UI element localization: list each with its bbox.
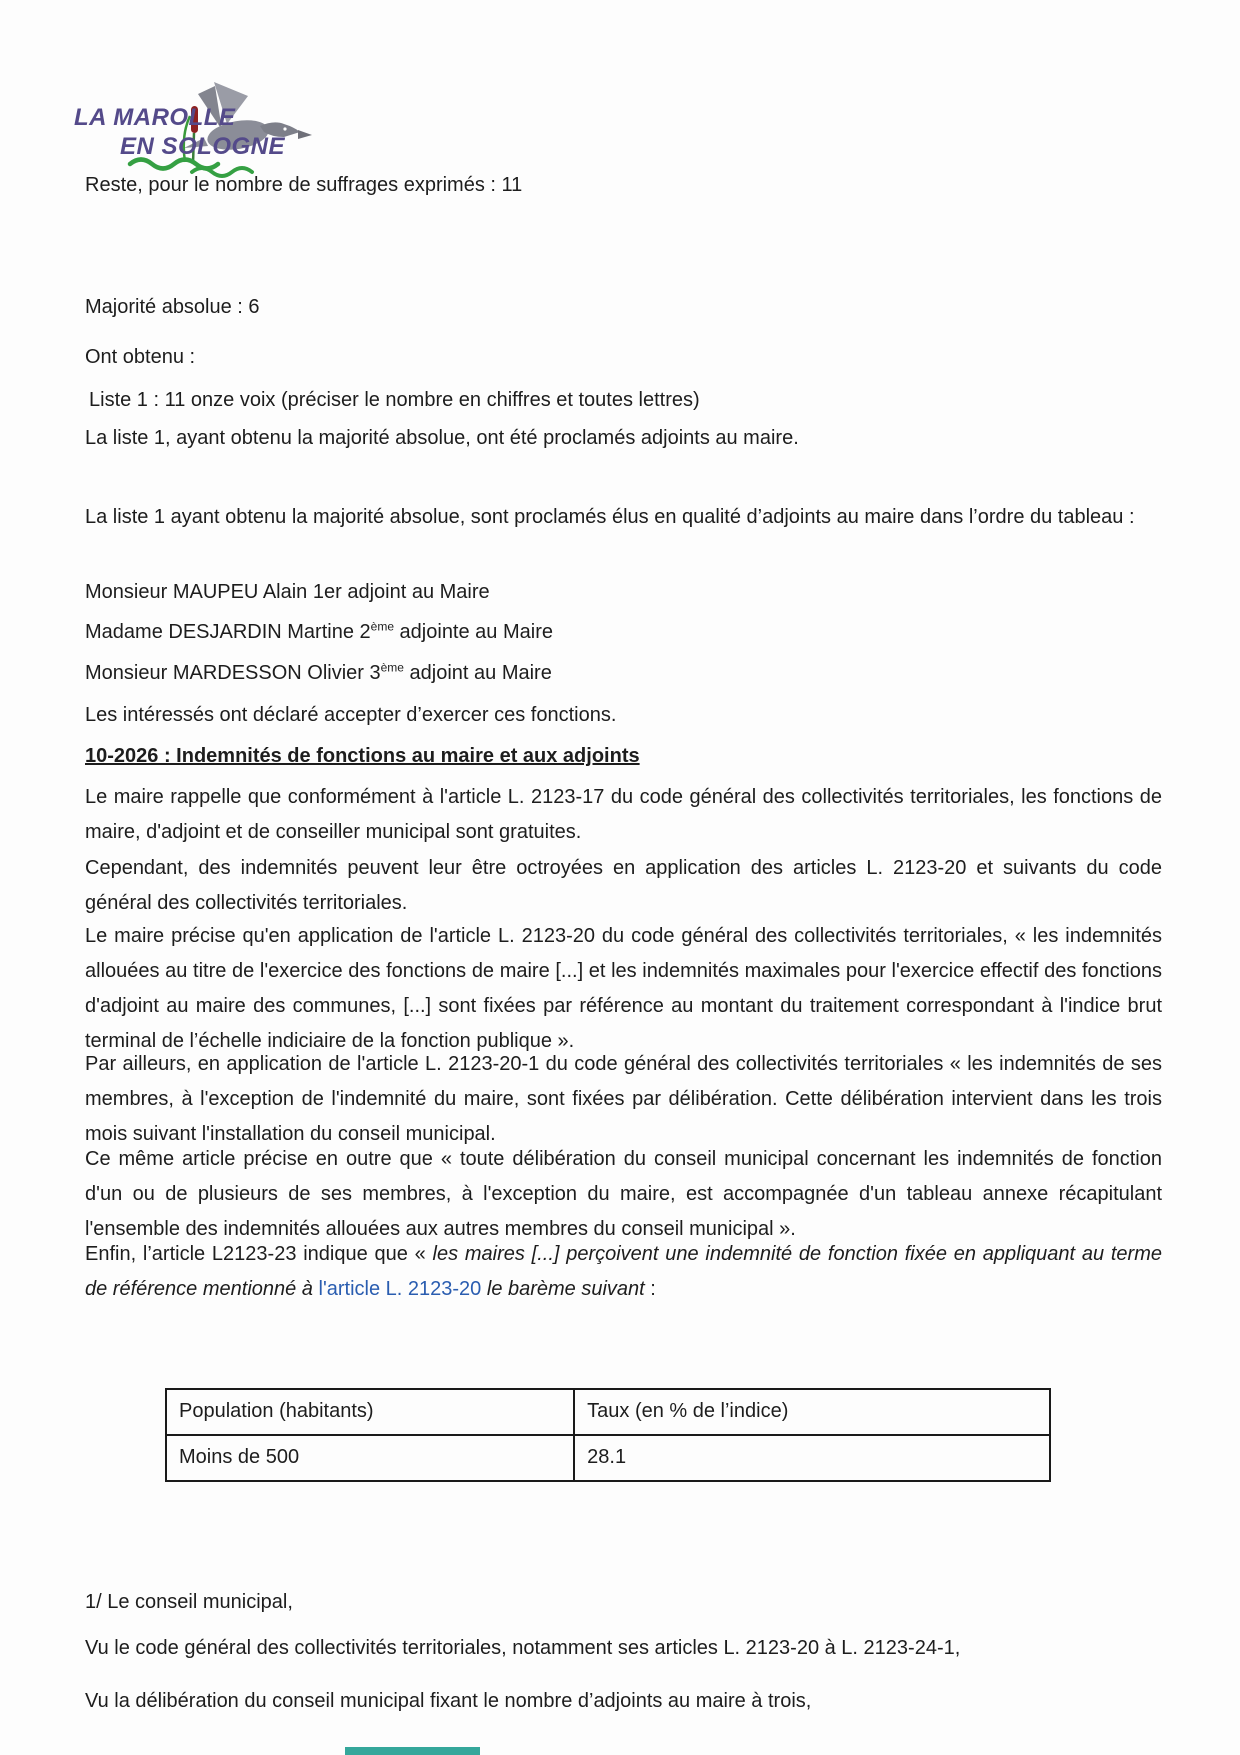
cell-taux-value: 28.1 [574,1435,1050,1481]
bareme-data-row [166,1435,1050,1481]
adjoint-3-role: adjoint au Maire [403,662,552,684]
adjoint-2-ordinal-sup: ème [370,619,394,634]
column-header-population: Population (habitants) [166,1389,574,1435]
paragraph-article-2123-20-1: Par ailleurs, en application de l'article L. 2123-20-1 du code général des collectivités territoriales « les indemnités de ses membres, à l'exception de l'indemnité du maire, sont fixées par délibération. Cette délibération intervient dans les trois mois suivant l'installation du conseil municipal. [85,1053,1162,1145]
adjoint-2-name: Madame DESJARDIN Martine 2 [85,621,371,643]
line-majorite-absolue: Majorité absolue : 6 [85,296,260,318]
adjoint-line-mardesson [85,656,1162,691]
adjoint-1-role: adjoint au Maire [341,581,490,603]
p6-lead: Enfin, l’article L2123-23 indique que « [85,1243,433,1265]
paragraph-tableau-annexe: Ce même article précise en outre que « toute délibération du conseil municipal concernant les indemnités de fonction d'un ou de plusieurs de ses membres, à l'exception du maire, est accompagnée d'un tableau annexe récapitulant l'ensemble des indemnités allouées aux autres membres du conseil municipal ». [85,1148,1162,1240]
bareme-table-container [165,1388,1051,1482]
section-heading-indemnites: 10-2026 : Indemnités de fonctions au maire et aux adjoints [85,745,640,767]
article-reference-link-text: l'article L. 2123-20 [318,1278,482,1300]
commune-logo [72,80,312,180]
paragraph-article-l2123-23 [85,1237,1162,1307]
adjoint-line-desjardin [85,615,1162,650]
paragraph-indemnites-octroyees: Cependant, des indemnités peuvent leur être octroyées en application des articles L. 2123-20 et suivants du code général des collectivités territoriales. [85,857,1162,914]
column-header-taux: Taux (en % de l’indice) [574,1389,1050,1435]
line-liste1-proclames: La liste 1, ayant obtenu la majorité absolue, ont été proclamés adjoints au maire. [85,427,799,449]
cell-population-value: Moins de 500 [166,1435,574,1481]
scan-artifact-bar [345,1747,480,1755]
line-vu-deliberation: Vu la délibération du conseil municipal fixant le nombre d’adjoints au maire à trois, [85,1690,812,1712]
line-suffrages-exprimes: Reste, pour le nombre de suffrages exprimés : 11 [85,174,523,196]
line-liste1-ordre-tableau: La liste 1 ayant obtenu la majorité absolue, sont proclamés élus en qualité d’adjoints au maire dans l’ordre du tableau : [85,506,1135,528]
adjoint-1-name: Monsieur MAUPEU Alain 1er [85,581,342,603]
logo-text-line1: LA MAROLLE [74,104,236,131]
adjoint-line-maupeu [85,575,1162,610]
line-conseil-municipal: 1/ Le conseil municipal, [85,1591,293,1613]
p6-citation-start: les maires [...] perçoivent une indemnité de fonction fixée en appliquant au terme de référence mentionné à [85,1243,1162,1300]
adjoint-2-role: adjointe au Maire [394,621,553,643]
paragraph-article-2123-17: Le maire rappelle que conformément à l'article L. 2123-17 du code général des collectivités territoriales, les fonctions de maire, d'adjoint et de conseiller municipal sont gratuites. [85,786,1162,843]
bareme-header-row [166,1389,1050,1435]
adjoint-3-ordinal-sup: ème [380,660,404,675]
line-acceptation-fonctions: Les intéressés ont déclaré accepter d’exercer ces fonctions. [85,704,617,726]
p6-colon: : [644,1278,656,1300]
paragraph-article-2123-20: Le maire précise qu'en application de l'article L. 2123-20 du code général des collectivités territoriales, « les indemnités allouées au titre de l'exercice des fonctions de maire [...] et les indemnités maximales pour l'exercice effectif des fonctions d'adjoint au maire des communes, [...] sont fixées par référence au montant du traitement correspondant à l'indice brut terminal de l’échelle indiciaire de la fonction publique ». [85,925,1162,1052]
bareme-table [165,1388,1051,1482]
line-ont-obtenu: Ont obtenu : [85,346,196,368]
p6-citation-end: le barème suivant [481,1278,645,1300]
logo-text-line2: EN SOLOGNE [120,133,286,160]
line-vu-code-general: Vu le code général des collectivités territoriales, notamment ses articles L. 2123-20 à L. 2123-24-1, [85,1637,961,1659]
adjoint-3-name: Monsieur MARDESSON Olivier 3 [85,662,381,684]
line-liste1-voix: Liste 1 : 11 onze voix (préciser le nombre en chiffres et toutes lettres) [89,389,700,411]
